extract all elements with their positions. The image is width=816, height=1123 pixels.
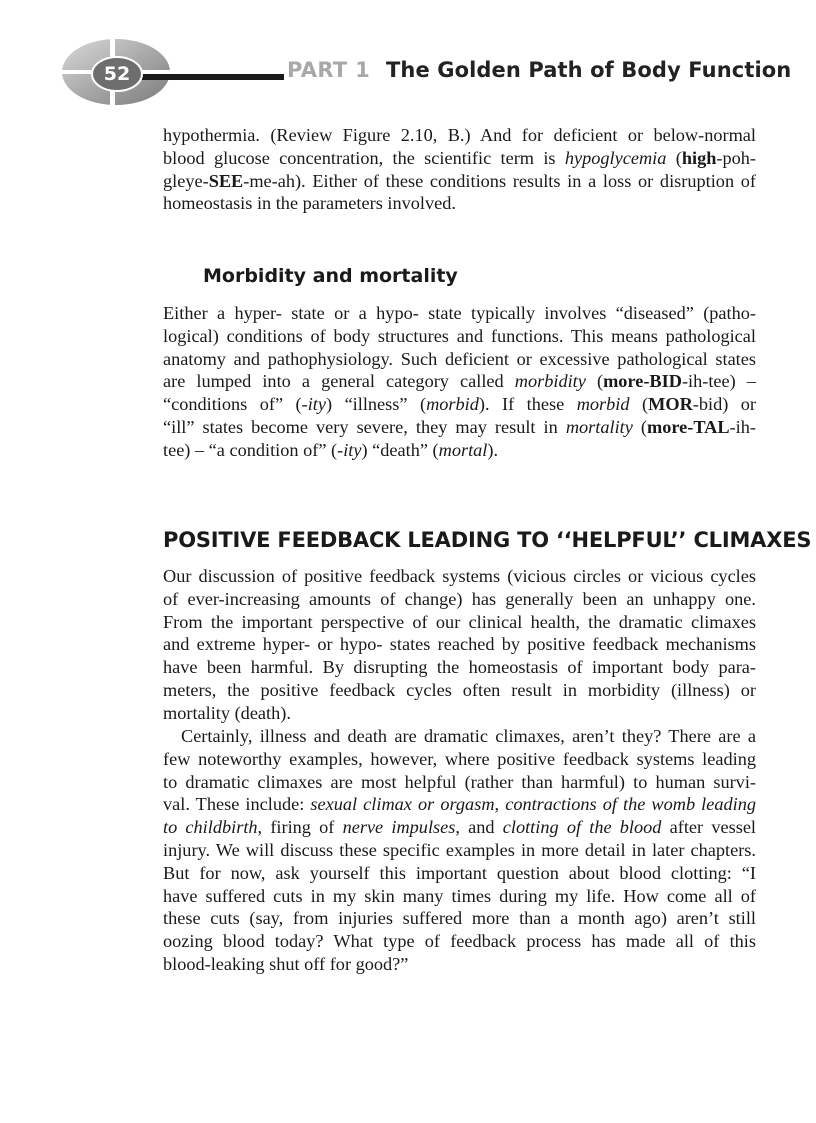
paragraph-morbidity	[163, 302, 756, 462]
text-line: oozing blood today? What type of feedback process has made all of this	[163, 931, 756, 952]
text-line: gleye-SEE-me-ah). Either of these conditions results in a loss or disruption of	[163, 170, 756, 191]
text-line: to childbirth, firing of nerve impulses, and clotting of the blood after vessel	[163, 817, 757, 838]
text-line: hypothermia. (Review Figure 2.10, B.) And for deficient or below-normal	[163, 125, 756, 145]
part-title: The Golden Path of Body Function	[386, 58, 792, 82]
subheading-morbidity: Morbidity and mortality	[203, 265, 458, 287]
text-line: Our discussion of positive feedback systems (vicious circles or vicious cycles	[163, 566, 756, 586]
text-line: Either a hyper- state or a hypo- state typically involves “diseased” (patho-	[163, 303, 756, 323]
text-line: few noteworthy examples, however, where positive feedback systems leading	[163, 748, 756, 769]
text-line: anatomy and pathophysiology. Such deficient or excessive pathological states	[163, 348, 756, 369]
text-line: From the important perspective of our clinical health, the dramatic climaxes	[163, 611, 756, 632]
text-line: these cuts (say, from injuries suffered more than a month ago) aren’t still	[163, 908, 756, 929]
text-line: have been harmful. By disrupting the homeostasis of important body para-	[163, 657, 756, 678]
text-line: val. These include: sexual climax or orgasm, contractions of the womb leading	[163, 794, 757, 815]
section-heading-positive-feedback: POSITIVE FEEDBACK LEADING TO ‘‘HELPFUL’’ CLIMAXES	[163, 528, 812, 552]
text-line: are lumped into a general category called morbidity (more-BID-ih-tee) –	[163, 371, 756, 392]
page-header	[0, 0, 816, 120]
text-line: mortality (death).	[163, 702, 291, 723]
text-line: logical) conditions of body structures and functions. This means pathological	[163, 325, 756, 346]
text-line: blood glucose concentration, the scientific term is hypoglycemia (high-poh-	[163, 147, 756, 168]
paragraph-hypothermia	[163, 124, 756, 215]
page-number: 52	[103, 63, 131, 85]
text-line: meters, the positive feedback cycles often result in morbidity (illness) or	[163, 679, 756, 700]
text-line: to dramatic climaxes are most helpful (rather than harmful) to human survi-	[163, 771, 756, 792]
text-line: blood-leaking shut off for good?”	[163, 953, 409, 974]
text-line: of ever-increasing amounts of change) has generally been an unhappy one.	[163, 588, 756, 609]
text-line: “ill” states become very severe, they may result in mortality (more-TAL-ih-	[163, 416, 756, 437]
text-line: tee) – “a condition of” (-ity) “death” (mortal).	[163, 439, 499, 460]
text-line: But for now, ask yourself this important question about blood clotting: “I	[163, 862, 756, 883]
text-line: homeostasis in the parameters involved.	[163, 193, 456, 214]
paragraph-climaxes	[163, 725, 756, 976]
part-label: PART 1	[287, 58, 370, 82]
text-line: and extreme hyper- or hypo- states reached by positive feedback mechanisms	[163, 634, 756, 655]
text-line: have suffered cuts in my skin many times during my life. How come all of	[163, 885, 756, 906]
text-line: injury. We will discuss these specific examples in more detail in later chapters.	[163, 839, 756, 860]
paragraph-positive-feedback	[163, 565, 756, 725]
text-line: “conditions of” (-ity) “illness” (morbid). If these morbid (MOR-bid) or	[163, 394, 757, 415]
text-line: Certainly, illness and death are dramatic climaxes, aren’t they? There are a	[181, 726, 756, 746]
